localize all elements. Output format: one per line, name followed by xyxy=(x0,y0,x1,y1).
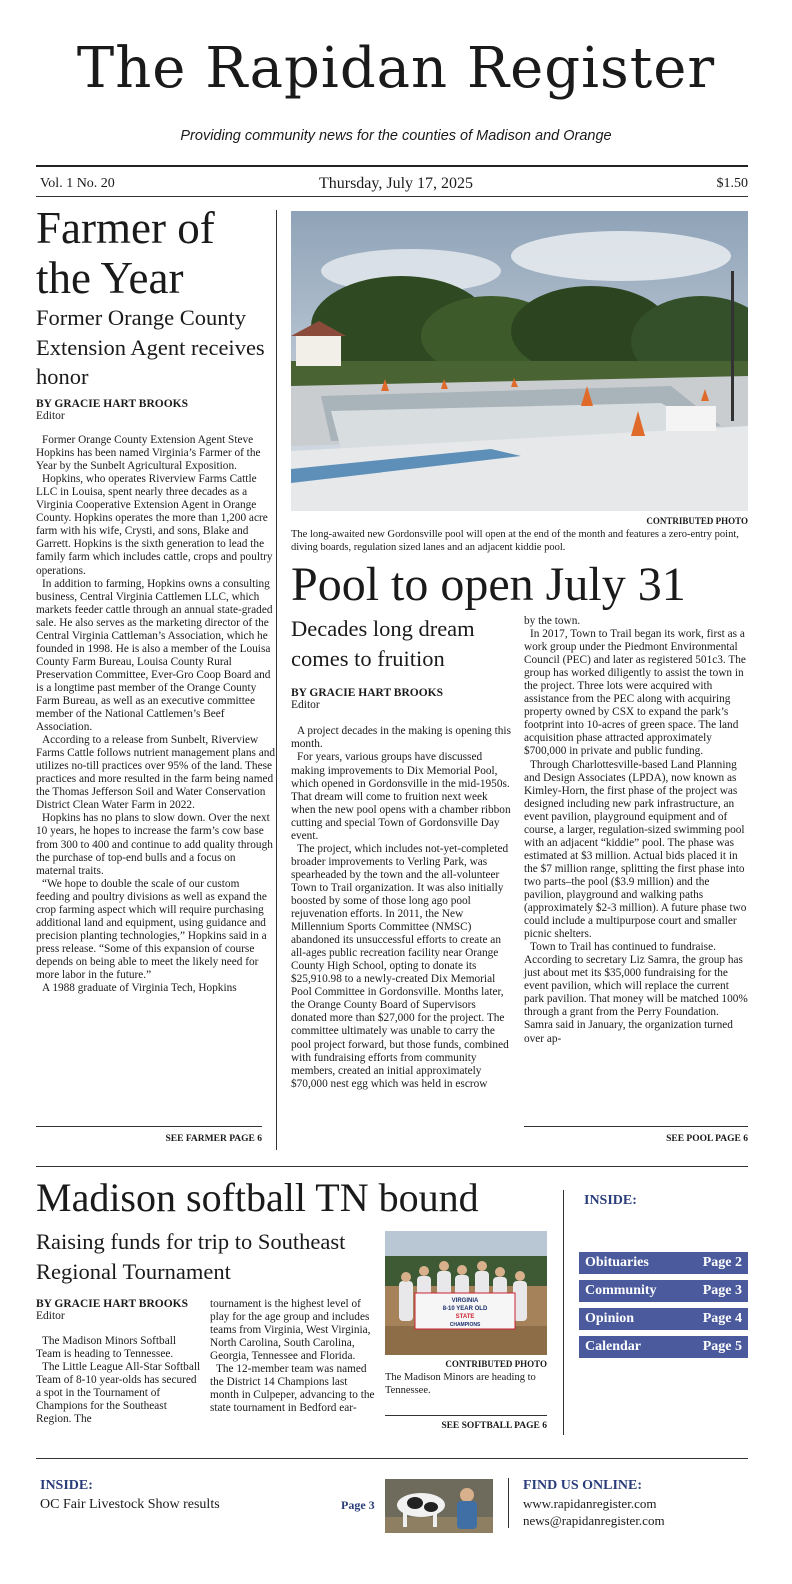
pool-jump-rule xyxy=(524,1126,748,1127)
masthead-tagline: Providing community news for the counties of Madison and Orange xyxy=(180,128,612,144)
inside-item-obituaries[interactable] xyxy=(579,1252,748,1276)
farmer-jump-link[interactable]: SEE FARMER PAGE 6 xyxy=(165,1134,262,1144)
softball-body-col1 xyxy=(36,1335,201,1426)
inside-item-page: Page 5 xyxy=(702,1339,742,1354)
email-link[interactable]: news@rapidanregister.com xyxy=(523,1513,665,1528)
softball-paragraph: The Little League All-Star Softball Team of 8-10 year-olds has secured a spot in the Tournament of Champions for the Southeast Region. The xyxy=(36,1361,201,1426)
section-rule xyxy=(36,1166,748,1167)
softball-photo xyxy=(385,1231,547,1355)
footer-teaser[interactable]: OC Fair Livestock Show results xyxy=(40,1497,220,1512)
softball-column-1 xyxy=(36,1298,201,1426)
inside-item-label: Obituaries xyxy=(585,1255,649,1270)
pool-paragraph: For years, various groups have discussed making improvements to Dix Memorial Pool, which opened in Gordonsville in the mid-1950s. That dream will come to fruition next week when the new pool opens with a chamber ribbon cutting and special Town of Gordonsville Day event. xyxy=(291,751,511,842)
inside-item-page: Page 2 xyxy=(702,1255,742,1270)
pool-role: Editor xyxy=(291,699,320,712)
issue-date: Thursday, July 17, 2025 xyxy=(318,175,474,192)
softball-photo-image xyxy=(385,1231,547,1355)
inside-index xyxy=(579,1252,748,1360)
pool-paragraph: Town to Trail has continued to fundraise. According to secretary Liz Samra, the group has just about met its $35,000 fundraising for the event pavilion, which will replace the current park pavilion. That money will be matched 100% through a grant from the Perry Foundation. Samra said in January, the organization turned over ap- xyxy=(524,941,748,1045)
masthead-title: The Rapidan Register xyxy=(76,36,716,101)
inside-item-page: Page 3 xyxy=(702,1283,742,1298)
pool-jump-link[interactable]: SEE POOL PAGE 6 xyxy=(666,1134,748,1144)
pool-paragraph: by the town. xyxy=(524,615,581,627)
softball-jump-rule xyxy=(385,1415,547,1416)
banner-text: CHAMPIONS xyxy=(449,1322,481,1328)
column-divider xyxy=(563,1190,564,1435)
farmer-paragraph: A 1988 graduate of Virginia Tech, Hopkins xyxy=(42,982,237,995)
issue-price: $1.50 xyxy=(716,176,748,191)
footer-inside-heading: INSIDE: xyxy=(40,1478,93,1493)
softball-paragraph: The 12-member team was named the District 14 Champions last month in Culpeper, advancing to the state tournament in Bedford ear- xyxy=(210,1363,375,1415)
softball-paragraph: tournament is the highest level of play for the age group and includes teams from Virginia, West Virginia, North Carolina, South Carolina, Georgia, Tennessee and Florida. xyxy=(210,1298,371,1363)
pool-paragraph: Through Charlottesville-based Land Planning and Design Associates (LPDA), now known as Kimley-Horn, the first phase of the project was designed including new park infrastructure, an event pavilion, playground equipment and of course, a larger, regulation-sized swimming pool with an adjacent “kiddie” pool. The phase was estimated at $3 million. Actual bids placed it in the $7 million range, splitting the first phase into two parts–the pool ($3.9 million) and the pavilion, playground and walking paths (approximately $2-3 million). A future phase two could include a multipurpose court and smaller picnic shelters. xyxy=(524,758,747,941)
masthead-rule xyxy=(36,165,748,167)
softball-headline: Madison softball TN bound xyxy=(36,1175,479,1220)
inside-item-opinion[interactable] xyxy=(579,1308,748,1332)
inside-item-community[interactable] xyxy=(579,1280,748,1304)
footer-rule xyxy=(36,1458,748,1459)
footer-teaser-photo xyxy=(385,1479,493,1533)
pool-headline: Pool to open July 31 xyxy=(291,558,686,611)
softball-jump-link[interactable]: SEE SOFTBALL PAGE 6 xyxy=(441,1421,547,1431)
pool-paragraph: The project, which includes not-yet-completed broader improvements to Verling Park, was spearheaded by the town and the all-volunteer Town to Trail organization. It was also initially boosted by some of those long ago pool rejuvenation efforts. In 2011, the New Millennium Sports Committee (NMSC) abandoned its unsuccessful efforts to create an all-ages public recreation facility near Orange County High School, opting to donate its $25,910.98 to a newly-created Dix Memorial Pool Committee in Gordonsville. Months later, the Orange County Board of Supervisors donated more than $27,000 for the project. The committee ultimately was unable to carry the pool project forward, but those funds, combined with fundraising efforts from community members, created an initial approximately $70,000 nest egg which was held in escrow xyxy=(291,842,509,1090)
softball-body-col2 xyxy=(210,1298,375,1415)
inside-item-label: Calendar xyxy=(585,1339,641,1354)
footer-teaser-page[interactable]: Page 3 xyxy=(341,1498,375,1512)
banner-text: VIRGINIA xyxy=(451,1298,479,1304)
footer-divider xyxy=(508,1478,509,1528)
livestock-photo-image xyxy=(385,1479,493,1533)
farmer-byline: BY GRACIE HART BROOKS xyxy=(36,398,188,411)
farmer-paragraph: “We hope to double the scale of our custom feeding and poultry divisions as well as expand the crop farming aspect which will require purchasing additional land and equipment, using guidance and precision planting technologies,” Hopkins said in a press release. “Some of this expansion of course depends on being able to meet the likely need for more labor in the future.” xyxy=(36,877,267,981)
pool-deck: Decades long dream comes to fruition xyxy=(291,616,475,671)
pool-photo-credit: CONTRIBUTED PHOTO xyxy=(646,516,748,526)
online-heading: FIND US ONLINE: xyxy=(523,1478,643,1493)
farmer-article xyxy=(36,204,276,995)
inside-heading: INSIDE: xyxy=(584,1193,637,1208)
softball-paragraph: The Madison Minors Softball Team is heading to Tennessee. xyxy=(36,1335,176,1361)
website-link[interactable]: www.rapidanregister.com xyxy=(523,1496,657,1511)
farmer-deck: Former Orange County Extension Agent receives honor xyxy=(36,305,265,390)
softball-photo-caption: The Madison Minors are heading to Tennessee. xyxy=(385,1372,536,1396)
farmer-paragraph: According to a release from Sunbelt, Riverview Farms Cattle follows nutrient management plans and utilizes no-till practices over 95% of the land. These practices and more resulted in the farm being named the Thomas Jefferson Soil and Water Conservation District Clean Water Farm in 2022. xyxy=(36,734,276,812)
pool-body-col2 xyxy=(524,615,748,1046)
farmer-body xyxy=(36,434,276,995)
banner-text: 8-10 YEAR OLD xyxy=(442,1306,488,1312)
column-divider xyxy=(276,210,277,1150)
dateline-rule xyxy=(36,196,748,197)
pool-paragraph: In 2017, Town to Trail began its work, first as a work group under the Piedmont Environmental Council (PEC) and later as registered 501c3. The group has worked diligently to assist the town in the project. Three lots were acquired with assistance from the PEC along with acquiring property owned by CSX to expand the park’s footprint into 10-acres of green space. The land acquisition phase attracted approximately $700,000 in private and public funding. xyxy=(524,628,746,758)
softball-photo-credit: CONTRIBUTED PHOTO xyxy=(445,1359,547,1369)
pool-photo-caption: The long-awaited new Gordonsville pool will open at the end of the month and features a zero-entry point, diving boards, regulation sized lanes and an adjacent kiddie pool. xyxy=(291,529,739,553)
farmer-paragraph: Hopkins, who operates Riverview Farms Cattle LLC in Louisa, spent nearly three decades as a Virginia Cooperative Extension Agent in Orange County. Hopkins operates the more than 1,200 acre farm with his wife, Crysti, and sons, Blake and Garrett. Hopkins is the sixth generation to lead the family farm which includes cattle, crops and poultry operations. xyxy=(36,473,273,577)
farmer-headline: Farmer of the Year xyxy=(36,203,215,303)
farmer-paragraph: Hopkins has no plans to slow down. Over the next 10 years, he hopes to increase the farm’s cow base from 300 to 400 and continue to add quality through the purchase of top-end bulls and a focus on maternal traits. xyxy=(36,812,273,877)
pool-column-1 xyxy=(291,614,513,1091)
farmer-role: Editor xyxy=(36,410,65,423)
inside-item-label: Opinion xyxy=(585,1311,635,1326)
softball-deck: Raising funds for trip to Southeast Regional Tournament xyxy=(36,1229,346,1284)
volume-number: Vol. 1 No. 20 xyxy=(40,176,115,191)
softball-byline: BY GRACIE HART BROOKS xyxy=(36,1298,188,1310)
pool-photo-image xyxy=(291,211,748,511)
pool-body-col1 xyxy=(291,725,513,1090)
inside-item-label: Community xyxy=(585,1283,657,1298)
pool-paragraph: A project decades in the making is opening this month. xyxy=(291,725,511,751)
farmer-jump-rule xyxy=(36,1126,262,1127)
inside-item-calendar[interactable] xyxy=(579,1336,748,1360)
banner-text: STATE xyxy=(455,1314,475,1320)
farmer-paragraph: In addition to farming, Hopkins owns a consulting business, Central Virginia Cattlemen LLC, which markets feeder cattle through an annual state-graded sale. He also serves as the marketing director of the Central Virginia Cattleman’s Association, which he founded in 1998. He is also a member of the Louisa County Farm Bureau, Louisa County Rural Preservation Committee, Ever-Gro Coop Board and is a longtime past member of the Orange County Farm Bureau, as well as an executive committee member of the National Cattlemen’s Beef Association. xyxy=(36,577,273,734)
inside-item-page: Page 4 xyxy=(702,1311,742,1326)
pool-photo xyxy=(291,211,748,511)
softball-role: Editor xyxy=(36,1310,65,1322)
farmer-paragraph: Former Orange County Extension Agent Steve Hopkins has been named Virginia’s Farmer of the Year by the Sunbelt Agricultural Exposition. xyxy=(36,434,261,473)
pool-byline: BY GRACIE HART BROOKS xyxy=(291,687,443,700)
